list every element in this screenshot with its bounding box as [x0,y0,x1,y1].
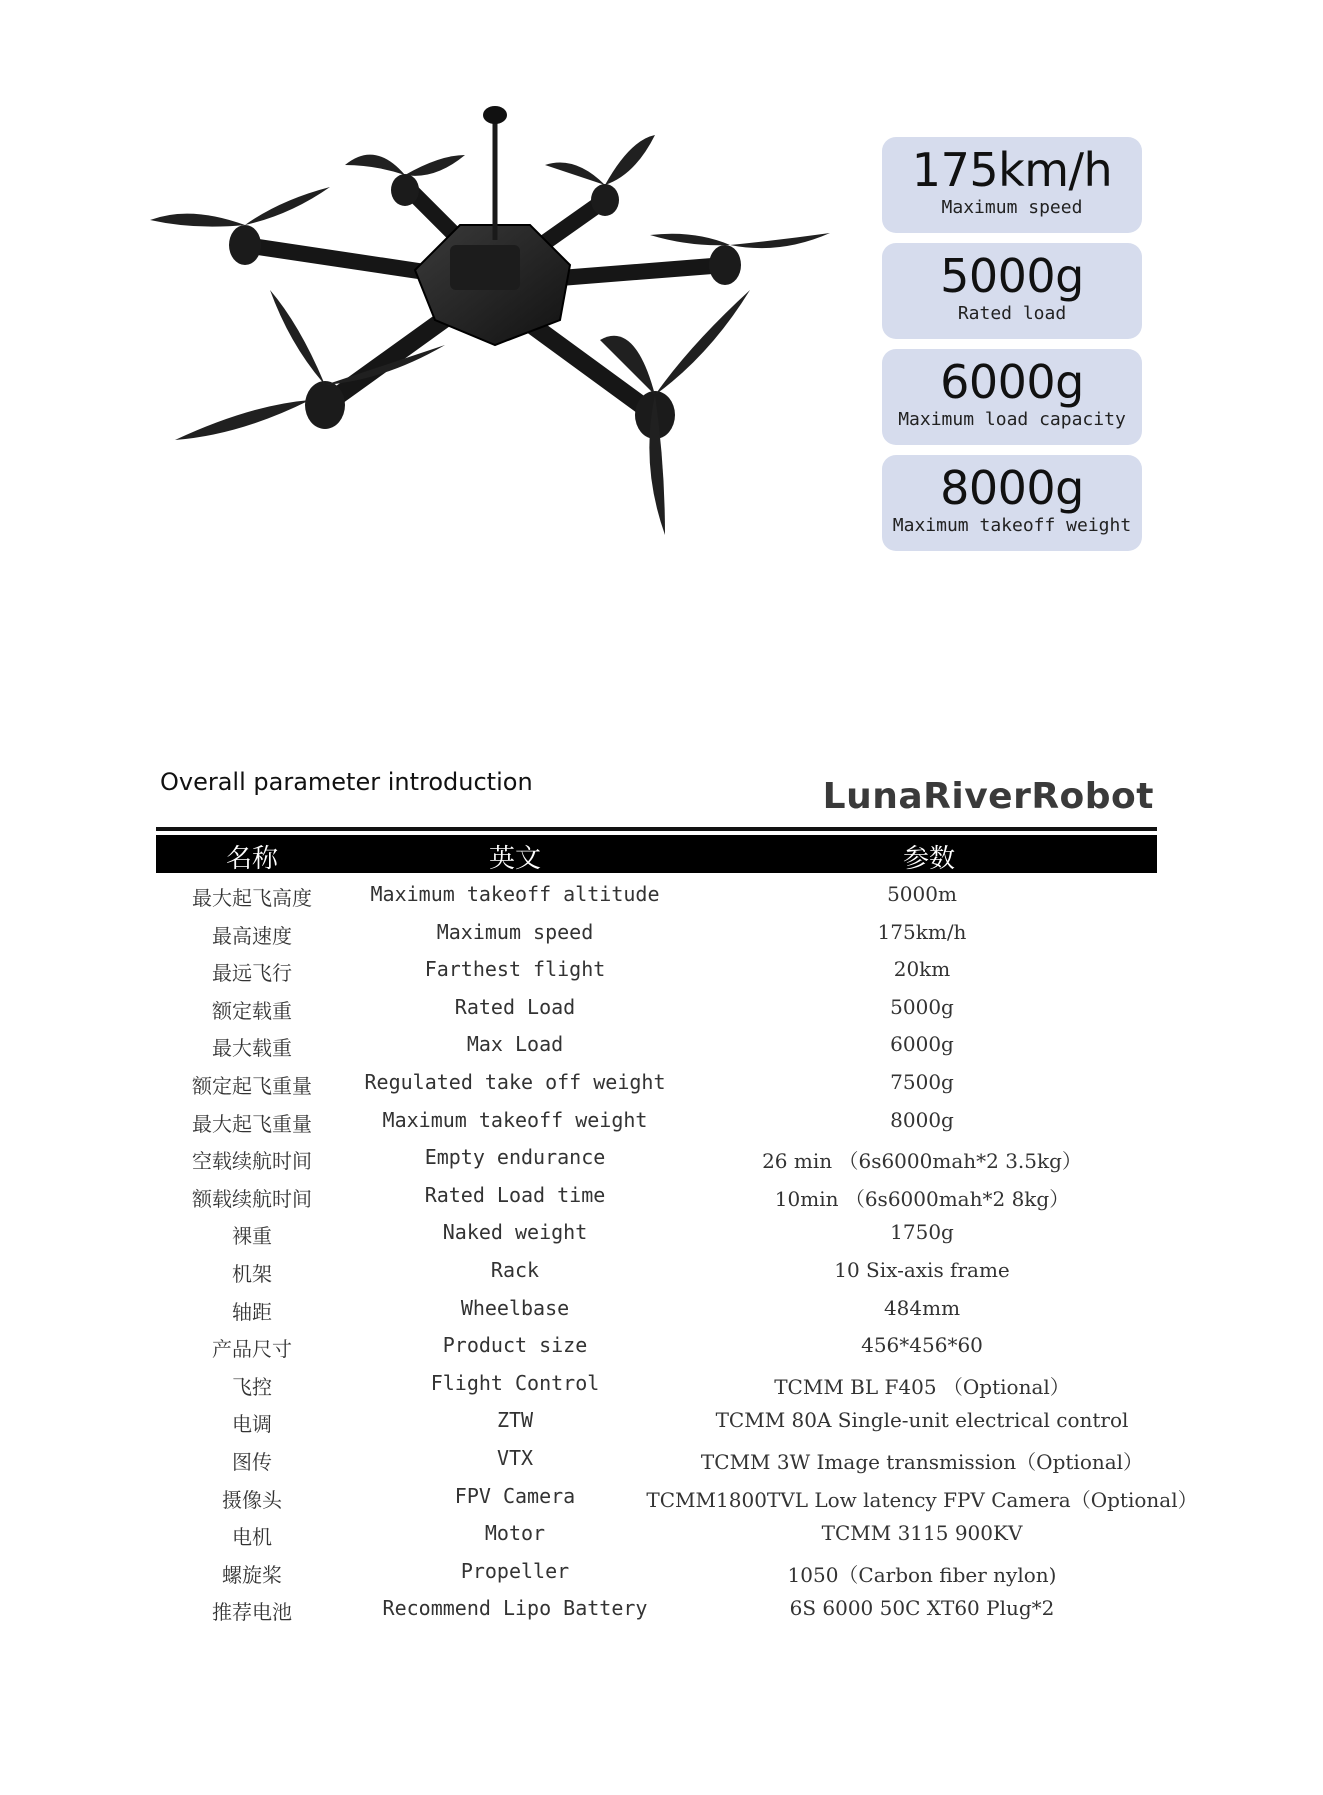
stat-card-rated-load [882,243,1142,339]
param-name-cn: 电调 [232,1412,272,1437]
table-row [156,876,1236,914]
stat-value: 6000g [940,355,1084,409]
parameter-table-body [156,876,1236,1628]
table-row [156,1440,1236,1478]
param-value: 1050（Carbon fiber nylon) [787,1562,1057,1587]
stat-label: Maximum load capacity [898,409,1126,430]
column-header-name: 名称 [225,844,279,874]
stat-value: 175km/h [911,143,1113,197]
param-value: TCMM BL F405 （Optional） [774,1374,1070,1399]
table-row [156,1026,1236,1064]
param-name-cn: 额载续航时间 [192,1186,312,1211]
param-name-en: Rack [490,1257,540,1282]
param-value: 5000m [887,882,957,906]
table-row [156,1365,1236,1403]
hexacopter-drone-image [150,95,830,535]
table-row [156,1553,1236,1591]
param-name-cn: 最大起飞重量 [192,1111,312,1136]
table-row [156,1402,1236,1440]
param-name-cn: 额定起飞重量 [192,1073,312,1098]
table-header [156,835,1157,873]
param-value: 8000g [890,1107,954,1132]
param-name-en: Recommend Lipo Battery [382,1596,648,1621]
column-header-english: 英文 [488,844,542,874]
param-name-cn: 摄像头 [222,1487,282,1512]
param-value: 10 Six-axis frame [834,1257,1010,1282]
table-row [156,1590,1236,1628]
stat-label: Maximum takeoff weight [892,515,1132,536]
param-name-en: Naked weight [442,1220,588,1245]
param-value: TCMM 80A Single-unit electrical control [715,1408,1129,1433]
param-name-en: Motor [484,1521,546,1546]
param-name-cn: 裸重 [232,1224,272,1249]
param-name-en: FPV Camera [454,1483,576,1508]
table-row [156,1252,1236,1290]
table-row [156,1214,1236,1252]
param-value: TCMM1800TVL Low latency FPV Camera（Optional） [646,1487,1198,1512]
table-row [156,1102,1236,1140]
param-name-cn: 推荐电池 [212,1600,292,1625]
param-name-cn: 螺旋桨 [222,1562,282,1587]
param-name-en: VTX [496,1445,534,1470]
param-name-cn: 最高速度 [212,923,292,948]
param-value: 6000g [890,1032,954,1057]
param-name-en: Rated Load [454,994,576,1019]
stat-value: 8000g [940,461,1084,515]
param-name-en: Rated Load time [424,1182,606,1207]
param-name-en: Wheelbase [460,1295,570,1320]
table-row [156,1177,1236,1215]
param-value: 484mm [883,1295,961,1320]
param-name-cn: 飞控 [232,1374,272,1399]
param-name-cn: 产品尺寸 [212,1337,292,1362]
param-value: 1750g [890,1220,954,1245]
param-name-cn: 最大载重 [212,1036,292,1061]
param-name-cn: 图传 [232,1449,272,1474]
param-name-cn: 机架 [232,1261,272,1286]
table-row [156,1327,1236,1365]
param-value: 5000g [890,994,954,1019]
param-name-en: Empty endurance [424,1145,606,1170]
param-value: 456*456*60 [861,1333,983,1358]
stat-label: Maximum speed [941,197,1083,218]
param-name-en: Max Load [466,1032,564,1057]
param-value: 7500g [890,1069,954,1094]
column-header-parameter: 参数 [902,844,956,874]
section-title: Overall parameter introduction [160,768,533,796]
stat-value: 5000g [940,249,1084,303]
table-row [156,1139,1236,1177]
param-name-cn: 最大起飞高度 [192,886,312,910]
param-value: 10min （6s6000mah*2 8kg） [774,1186,1070,1211]
param-name-en: ZTW [496,1408,534,1433]
param-name-en: Maximum takeoff weight [382,1107,648,1132]
stat-card-max-speed [882,137,1142,233]
param-value: 20km [893,957,951,982]
stat-label: Rated load [957,303,1067,324]
param-name-cn: 最远飞行 [212,961,292,986]
table-row [156,1478,1236,1516]
param-name-cn: 电机 [232,1525,272,1550]
param-value: TCMM 3W Image transmission（Optional） [700,1449,1144,1474]
stat-card-max-load [882,349,1142,445]
param-name-cn: 空载续航时间 [192,1149,312,1174]
table-row [156,1064,1236,1102]
param-name-en: Maximum speed [436,919,594,944]
table-row [156,914,1236,952]
param-name-cn: 轴距 [232,1299,272,1324]
param-name-en: Maximum takeoff altitude [370,882,660,906]
table-row [156,951,1236,989]
param-name-en: Farthest flight [424,957,606,982]
param-name-en: Propeller [460,1558,570,1583]
param-value: TCMM 3115 900KV [821,1521,1023,1546]
divider [156,827,1157,831]
table-row [156,1515,1236,1553]
table-row [156,989,1236,1027]
brand-logo-text: LunaRiverRobot [822,776,1154,817]
param-value: 6S 6000 50C XT60 Plug*2 [789,1596,1055,1621]
param-value: 26 min （6s6000mah*2 3.5kg） [762,1149,1082,1174]
param-name-en: Flight Control [430,1370,600,1395]
table-row [156,1290,1236,1328]
stat-card-max-takeoff-weight [882,455,1142,551]
param-name-en: Product size [442,1333,588,1358]
param-value: 175km/h [877,919,967,944]
param-name-cn: 额定载重 [212,998,292,1023]
param-name-en: Regulated take off weight [364,1069,666,1094]
